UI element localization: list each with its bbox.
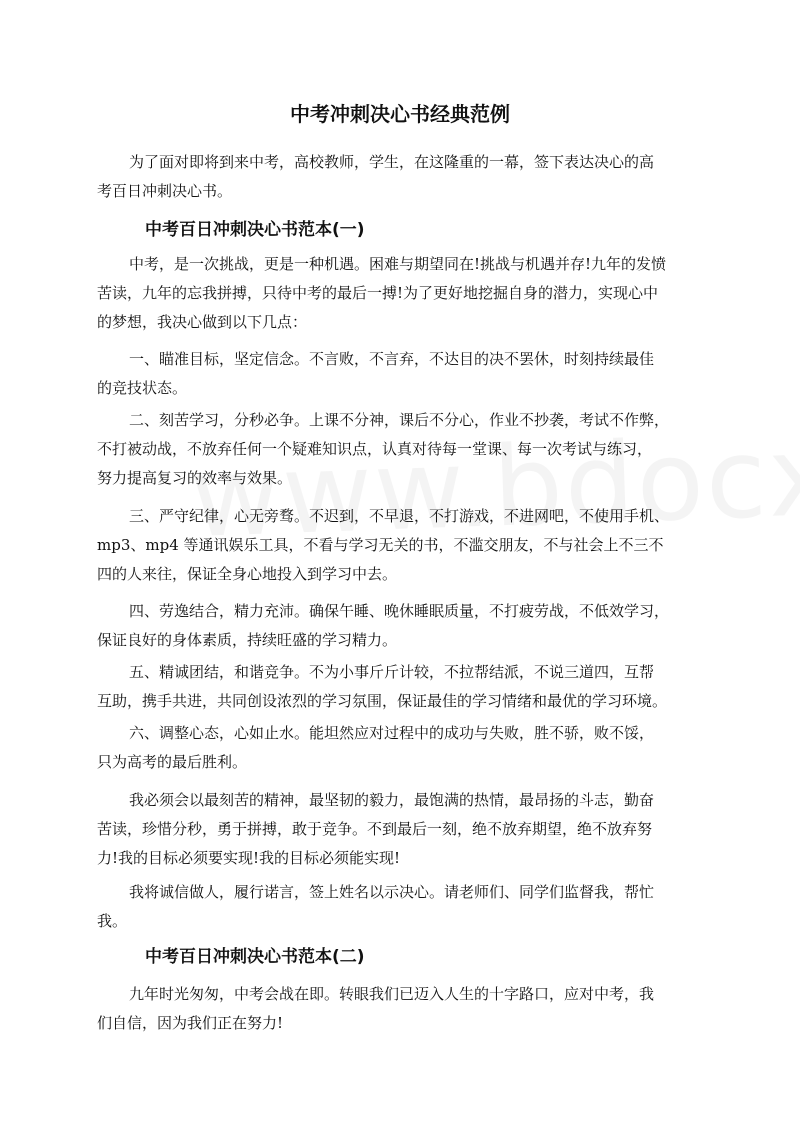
paragraph [97,250,717,337]
text-line: 五、精诚团结，和谐竞争。不为小事斤斤计较，不拉帮结派，不说三道四，互帮 [129,663,655,681]
text-line: 的梦想，我决心做到以下几点： [97,313,308,331]
text-line: 的竞技状态。 [97,379,188,397]
paragraph [97,980,717,1038]
text-line: 苦读，珍惜分秒，勇于拼搏，敢于竞争。不到最后一刻，绝不放弃期望，绝不放弃努 [97,820,653,838]
paragraph [97,786,717,873]
text-line: 四、劳逸结合，精力充沛。确保午睡、晚休睡眠质量，不打疲劳战，不低效学习， [129,602,670,620]
section-heading-1: 中考百日冲刺决心书范本(一) [145,220,365,240]
page-title: 中考冲刺决心书经典范例 [290,102,510,126]
text-line: 中考，是一次挑战，更是一种机遇。困难与期望同在!挑战与机遇并存!九年的发愤 [129,255,667,273]
text-line: 我将诚信做人，履行诺言，签上姓名以示决心。请老师们、同学们监督我，帮忙 [129,883,655,901]
section-heading-2: 中考百日冲刺决心书范本(二) [145,947,365,967]
text-line: 我。 [97,912,128,930]
text-line: 我必须会以最刻苦的精神，最坚韧的毅力，最饱满的热情，最昂扬的斗志，勤奋 [129,791,655,809]
text-line: 们自信，因为我们正在努力! [97,1014,284,1032]
paragraph [97,878,717,936]
text-line: 四的人来往，保证全身心地投入到学习中去。 [97,565,398,583]
text-line: 努力提高复习的效率与效果。 [97,469,293,487]
text-line: mp3、mp4 等通讯娱乐工具，不看与学习无关的书，不滥交朋友，不与社会上不三不 [97,536,664,554]
text-line: 考百日冲刺决心书。 [97,182,233,200]
text-line: 九年时光匆匆，中考会战在即。转眼我们已迈入人生的十字路口，应对中考，我 [129,985,655,1003]
text-line: 只为高考的最后胜利。 [97,753,248,771]
paragraph [97,597,717,655]
text-line: 二、刻苦学习，分秒必争。上课不分神，课后不分心，作业不抄袭，考试不作弊， [129,411,670,429]
text-line: 苦读，九年的忘我拼搏，只待中考的最后一搏!为了更好地挖掘自身的潜力，实现心中 [97,284,659,302]
text-line: 力!我的目标必须要实现!我的目标必须能实现! [97,849,401,867]
paragraph [97,658,717,716]
text-line: 不打被动战，不放弃任何一个疑难知识点，认真对待每一堂课、每一次考试与练习， [97,440,653,458]
text-line: 保证良好的身体素质，持续旺盛的学习精力。 [97,631,398,649]
paragraph [97,502,717,589]
paragraph [97,345,717,403]
text-line: 一、瞄准目标，坚定信念。不言败，不言弃，不达目的决不罢休，时刻持续最佳 [129,350,655,368]
paragraph [97,719,717,777]
paragraph [97,406,717,493]
text-line: 互助，携手共进，共同创设浓烈的学习氛围，保证最佳的学习情绪和最优的学习环境。 [97,692,668,710]
intro-paragraph [97,148,717,206]
text-line: 为了面对即将到来中考，高校教师，学生，在这隆重的一幕，签下表达决心的高 [129,153,655,171]
text-line: 六、调整心态，心如止水。能坦然应对过程中的成功与失败，胜不骄，败不馁， [129,724,655,742]
text-line: 三、严守纪律，心无旁骛。不迟到，不早退，不打游戏，不进网吧，不使用手机、 [129,507,670,525]
